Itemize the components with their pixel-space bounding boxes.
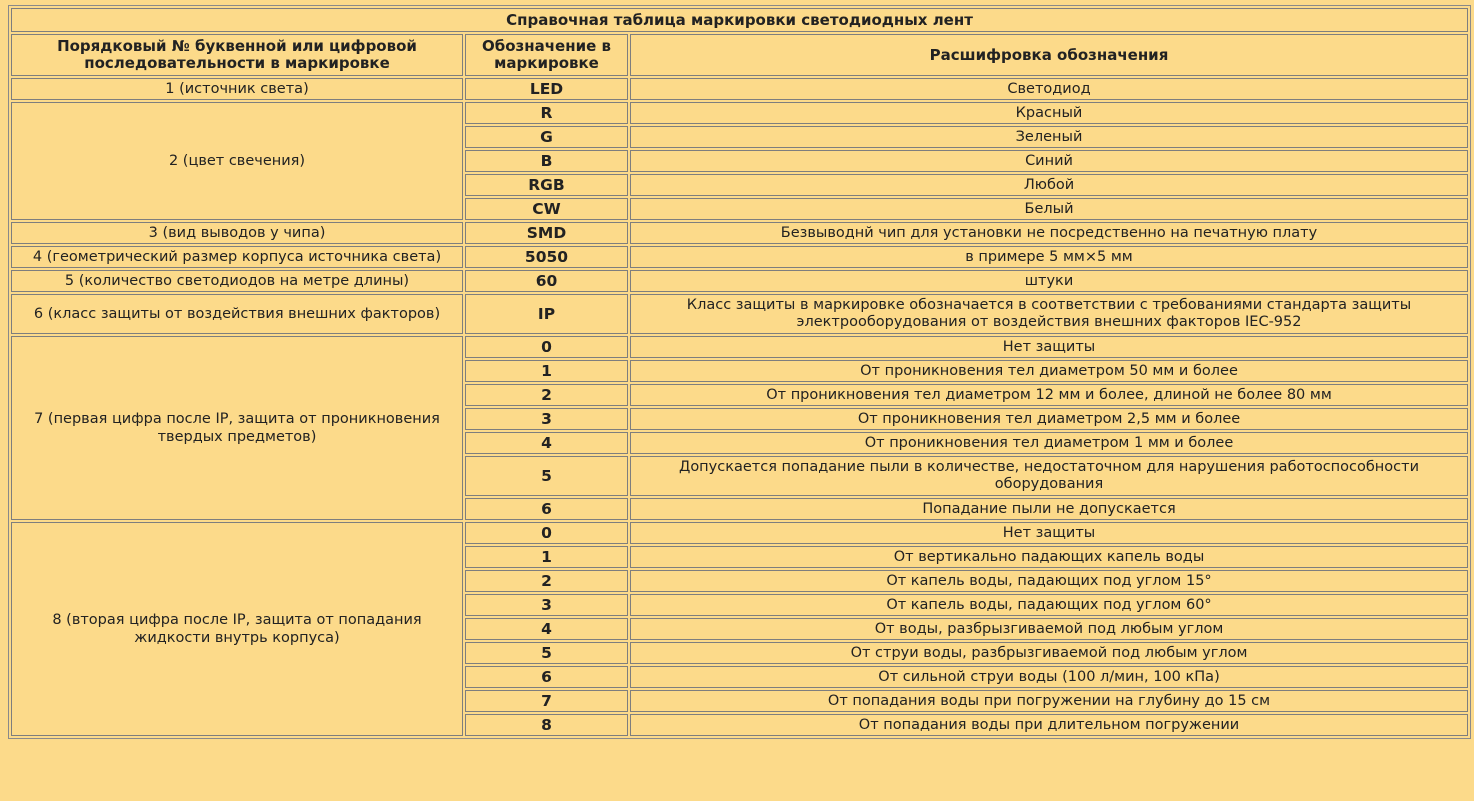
marking-code: 1 (465, 360, 628, 382)
group-label: 6 (класс защиты от воздействия внешних факторов) (11, 294, 463, 334)
marking-code: R (465, 102, 628, 124)
table-row (11, 78, 1468, 100)
group-label: 7 (первая цифра после IP, защита от проникновения твердых предметов) (11, 336, 463, 520)
table-row (11, 270, 1468, 292)
marking-meaning: Синий (630, 150, 1468, 172)
marking-meaning: От воды, разбрызгиваемой под любым углом (630, 618, 1468, 640)
marking-meaning: От струи воды, разбрызгиваемой под любым углом (630, 642, 1468, 664)
column-header-meaning: Расшифровка обозначения (630, 34, 1468, 76)
marking-meaning: От проникновения тел диаметром 50 мм и более (630, 360, 1468, 382)
table-row (11, 336, 1468, 358)
marking-code: 5050 (465, 246, 628, 268)
marking-meaning: От сильной струи воды (100 л/мин, 100 кПа) (630, 666, 1468, 688)
marking-code: 6 (465, 666, 628, 688)
marking-code: B (465, 150, 628, 172)
marking-meaning: в примере 5 мм×5 мм (630, 246, 1468, 268)
marking-code: RGB (465, 174, 628, 196)
marking-code: IP (465, 294, 628, 334)
table-row (11, 246, 1468, 268)
column-header-position: Порядковый № буквенной или цифровой последовательности в маркировке (11, 34, 463, 76)
group-label: 5 (количество светодиодов на метре длины) (11, 270, 463, 292)
marking-code: 60 (465, 270, 628, 292)
marking-meaning: От капель воды, падающих под углом 60° (630, 594, 1468, 616)
marking-meaning: Нет защиты (630, 336, 1468, 358)
table-row (11, 102, 1468, 124)
marking-code: 2 (465, 384, 628, 406)
table-row (11, 522, 1468, 544)
marking-meaning: Нет защиты (630, 522, 1468, 544)
group-label: 8 (вторая цифра после IP, защита от попадания жидкости внутрь корпуса) (11, 522, 463, 736)
marking-code: 5 (465, 456, 628, 496)
marking-code: 3 (465, 594, 628, 616)
table-row (11, 222, 1468, 244)
marking-meaning: Красный (630, 102, 1468, 124)
marking-code: 0 (465, 522, 628, 544)
group-label: 4 (геометрический размер корпуса источника света) (11, 246, 463, 268)
marking-code: LED (465, 78, 628, 100)
group-label: 2 (цвет свечения) (11, 102, 463, 220)
table-title: Справочная таблица маркировки светодиодных лент (11, 8, 1468, 32)
marking-code: G (465, 126, 628, 148)
marking-meaning: Зеленый (630, 126, 1468, 148)
marking-meaning: От попадания воды при длительном погружении (630, 714, 1468, 736)
reference-table-container (9, 6, 1468, 738)
led-strip-marking-table (9, 6, 1470, 738)
marking-code: 1 (465, 546, 628, 568)
marking-code: 5 (465, 642, 628, 664)
marking-code: SMD (465, 222, 628, 244)
marking-code: 0 (465, 336, 628, 358)
group-label: 3 (вид выводов у чипа) (11, 222, 463, 244)
marking-meaning: От капель воды, падающих под углом 15° (630, 570, 1468, 592)
marking-meaning: От проникновения тел диаметром 12 мм и более, длиной не более 80 мм (630, 384, 1468, 406)
marking-code: 8 (465, 714, 628, 736)
marking-meaning: Допускается попадание пыли в количестве, недостаточном для нарушения работоспособности оборудования (630, 456, 1468, 496)
marking-code: 2 (465, 570, 628, 592)
marking-meaning: Попадание пыли не допускается (630, 498, 1468, 520)
marking-code: 4 (465, 618, 628, 640)
marking-meaning: Класс защиты в маркировке обозначается в соответствии с требованиями стандарта защиты электрооборудования от воздействия внешних факторов IEC-952 (630, 294, 1468, 334)
marking-meaning: От проникновения тел диаметром 2,5 мм и более (630, 408, 1468, 430)
column-header-code: Обозначение в маркировке (465, 34, 628, 76)
marking-meaning: От вертикально падающих капель воды (630, 546, 1468, 568)
marking-meaning: От проникновения тел диаметром 1 мм и более (630, 432, 1468, 454)
marking-code: 4 (465, 432, 628, 454)
marking-meaning: Светодиод (630, 78, 1468, 100)
marking-meaning: От попадания воды при погружении на глубину до 15 см (630, 690, 1468, 712)
marking-code: 3 (465, 408, 628, 430)
marking-meaning: Безвыводнй чип для установки не посредственно на печатную плату (630, 222, 1468, 244)
group-label: 1 (источник света) (11, 78, 463, 100)
marking-code: 6 (465, 498, 628, 520)
marking-meaning: штуки (630, 270, 1468, 292)
marking-meaning: Любой (630, 174, 1468, 196)
marking-code: 7 (465, 690, 628, 712)
marking-meaning: Белый (630, 198, 1468, 220)
table-row (11, 294, 1468, 334)
marking-code: CW (465, 198, 628, 220)
